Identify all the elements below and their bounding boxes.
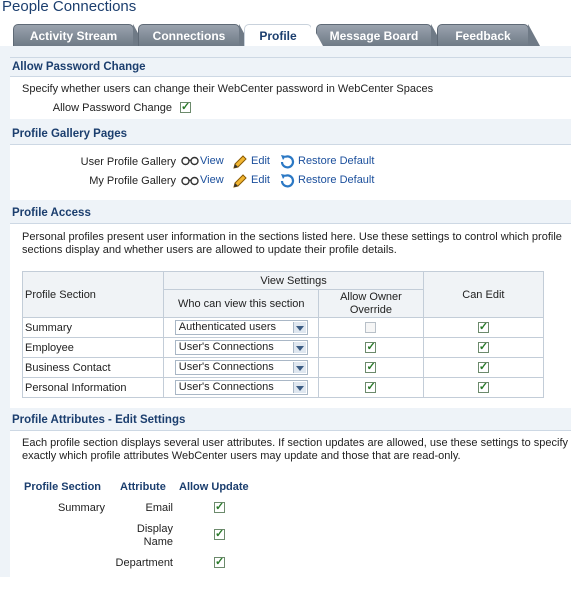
- profile-access-table: [22, 271, 544, 398]
- restore-default-icon: [279, 154, 296, 173]
- view-glasses-icon: [181, 156, 199, 169]
- chevron-down-icon: [293, 382, 306, 393]
- allow-owner-override-checkbox[interactable]: [365, 322, 376, 333]
- col-view-settings: View Settings: [164, 272, 423, 290]
- attribute-email-label: Email: [145, 502, 173, 514]
- attribute-department-label: Department: [115, 557, 173, 569]
- row-section: Personal Information: [23, 378, 164, 398]
- tab-connections[interactable]: Connections: [138, 24, 240, 46]
- table-row: [23, 378, 544, 398]
- allow-owner-override-checkbox[interactable]: [365, 382, 376, 393]
- select-value: User's Connections: [178, 341, 274, 353]
- allow-password-change-description: Specify whether users can change their WebCenter password in WebCenter Spaces: [22, 83, 434, 95]
- user-profile-gallery-restore-link[interactable]: Restore Default: [298, 155, 375, 167]
- col-allow-update: Allow Update: [179, 481, 249, 493]
- profile-gallery-pages-heading: Profile Gallery Pages: [12, 128, 128, 140]
- section-divider: [10, 57, 571, 58]
- allow-update-email-checkbox[interactable]: [214, 502, 225, 513]
- row-section: Business Contact: [23, 358, 164, 378]
- who-can-view-select[interactable]: [175, 360, 308, 375]
- row-section: Summary: [23, 318, 164, 338]
- col-who-can-view: Who can view this section: [164, 290, 319, 318]
- allow-owner-override-checkbox[interactable]: [365, 342, 376, 353]
- tab-profile[interactable]: Profile: [244, 24, 312, 46]
- col-allow-owner-override-line1: Allow Owner: [340, 290, 402, 303]
- profile-attributes-heading: Profile Attributes - Edit Settings: [12, 414, 186, 426]
- row-section: Employee: [23, 338, 164, 358]
- can-edit-checkbox[interactable]: [478, 362, 489, 373]
- edit-pencil-icon: [232, 173, 248, 192]
- can-edit-checkbox[interactable]: [478, 382, 489, 393]
- col-allow-owner-override-line2: Override: [349, 303, 393, 316]
- who-can-view-select[interactable]: [175, 380, 308, 395]
- chevron-down-icon: [293, 322, 306, 333]
- my-profile-gallery-view-link[interactable]: View: [200, 174, 224, 186]
- profile-attributes-description-line2: exactly which profile attributes WebCenter users may update and those that are read-only.: [22, 450, 461, 462]
- user-profile-gallery-label: User Profile Gallery: [80, 156, 176, 168]
- col-attribute: Attribute: [120, 481, 166, 493]
- profile-access-description-line1: Personal profiles present user information in the sections listed here. Use these settings to control which profile: [22, 231, 562, 243]
- view-glasses-icon: [181, 176, 199, 189]
- my-profile-gallery-label: My Profile Gallery: [89, 175, 176, 187]
- tab-feedback[interactable]: Feedback: [437, 24, 529, 46]
- table-row: [23, 338, 544, 358]
- tab-activity-stream[interactable]: Activity Stream: [13, 24, 134, 46]
- profile-access-heading: Profile Access: [12, 207, 91, 219]
- select-value: User's Connections: [178, 361, 274, 373]
- allow-password-change-checkbox[interactable]: [180, 102, 191, 113]
- col-can-edit: Can Edit: [423, 272, 543, 318]
- can-edit-checkbox[interactable]: [478, 322, 489, 333]
- col-profile-section: Profile Section: [24, 481, 102, 493]
- allow-password-change-label: Allow Password Change: [52, 102, 172, 114]
- profile-access-description-line2: sections display and whether users are allowed to update their profile details.: [22, 244, 397, 256]
- user-profile-gallery-edit-link[interactable]: Edit: [251, 155, 270, 167]
- table-row: [23, 318, 544, 338]
- allow-password-change-heading: Allow Password Change: [12, 61, 146, 73]
- who-can-view-select[interactable]: [175, 320, 308, 335]
- col-profile-section: Profile Section: [23, 272, 164, 318]
- restore-default-icon: [279, 173, 296, 192]
- table-row: [23, 358, 544, 378]
- select-value: User's Connections: [178, 381, 274, 393]
- edit-pencil-icon: [232, 154, 248, 173]
- allow-update-department-checkbox[interactable]: [214, 557, 225, 568]
- profile-attributes-description-line1: Each profile section displays several user attributes. If section updates are allowed, use these settings to specify: [22, 437, 569, 449]
- select-value: Authenticated users: [178, 321, 276, 333]
- col-allow-owner-override: [319, 290, 424, 318]
- allow-owner-override-checkbox[interactable]: [365, 362, 376, 373]
- allow-update-display-name-checkbox[interactable]: [214, 529, 225, 540]
- attribute-section-summary: Summary: [57, 502, 105, 514]
- who-can-view-select[interactable]: [175, 340, 308, 355]
- can-edit-checkbox[interactable]: [478, 342, 489, 353]
- my-profile-gallery-edit-link[interactable]: Edit: [251, 174, 270, 186]
- tab-message-board[interactable]: Message Board: [316, 24, 432, 46]
- my-profile-gallery-restore-link[interactable]: Restore Default: [298, 174, 375, 186]
- page-title: People Connections: [2, 0, 137, 15]
- attribute-display-name-label-line1: Display: [136, 523, 173, 535]
- chevron-down-icon: [293, 362, 306, 373]
- attribute-display-name-label-line2: Name: [143, 536, 173, 548]
- chevron-down-icon: [293, 342, 306, 353]
- user-profile-gallery-view-link[interactable]: View: [200, 155, 224, 167]
